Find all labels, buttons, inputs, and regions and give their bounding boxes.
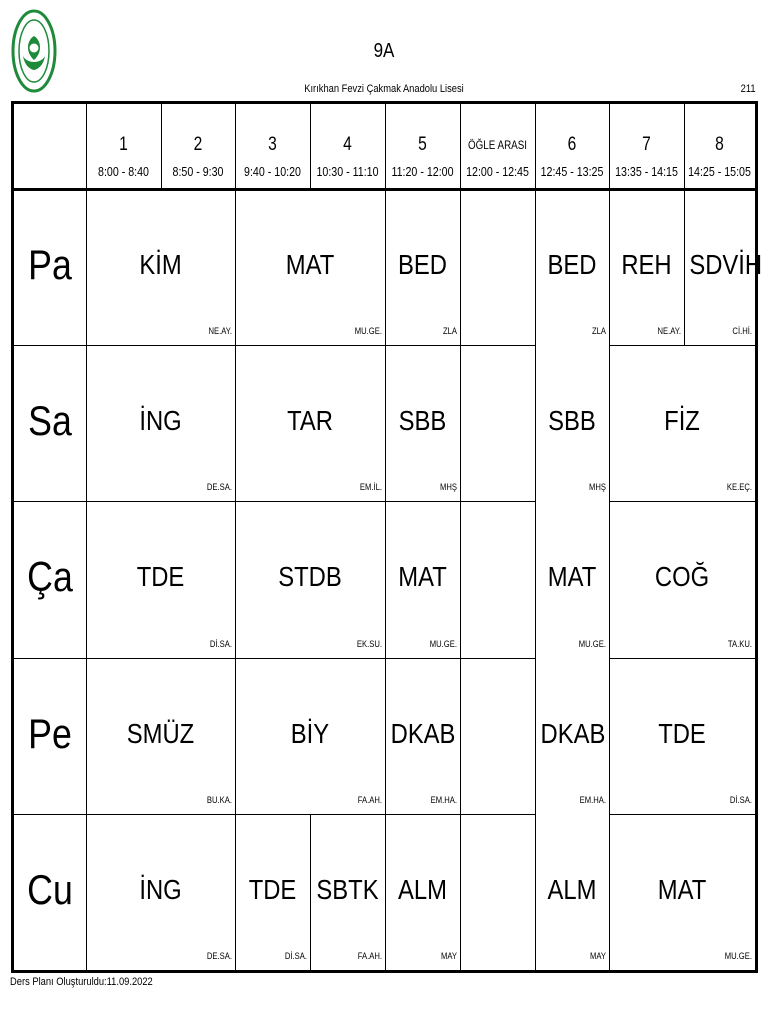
period-time: 11:20 - 12:00 xyxy=(391,164,454,179)
row-divider xyxy=(609,501,755,502)
lesson-subject: SBTK xyxy=(316,874,379,905)
lesson-teacher: MHŞ xyxy=(589,482,606,492)
lesson-teacher: Dİ.SA. xyxy=(729,795,752,805)
period-number: 3 xyxy=(268,134,277,155)
period-number: 5 xyxy=(418,134,427,155)
cell-divider xyxy=(460,501,461,658)
cell-divider xyxy=(460,191,461,345)
lesson-teacher: NE.AY. xyxy=(657,326,681,336)
lesson-teacher: MHŞ xyxy=(440,482,457,492)
row-divider xyxy=(609,658,755,659)
period-time: 12:00 - 12:45 xyxy=(466,164,529,179)
lunch-column-divider xyxy=(535,189,536,970)
lesson-subject: TDE xyxy=(248,874,297,905)
period-number: 4 xyxy=(343,134,352,155)
page-number: 211 xyxy=(741,83,756,95)
lesson-subject: MAT xyxy=(285,249,335,280)
lesson-subject: MAT xyxy=(547,561,597,592)
row-divider xyxy=(609,814,755,815)
lesson-subject: TDE xyxy=(658,718,706,749)
cell-divider xyxy=(609,345,610,501)
lesson-teacher: EM.HA. xyxy=(579,795,606,805)
cell-divider xyxy=(385,501,386,658)
cell-divider xyxy=(460,345,461,501)
cell-divider xyxy=(609,501,610,658)
lesson-subject: SDVİH xyxy=(689,249,763,280)
lesson-teacher: Dİ.SA. xyxy=(284,951,307,961)
cell-divider xyxy=(235,658,236,814)
period-number: 2 xyxy=(193,134,203,155)
period-time: 10:30 - 11:10 xyxy=(316,164,379,179)
period-number: 7 xyxy=(642,134,651,155)
timetable-grid xyxy=(11,101,763,973)
lesson-subject: STDB xyxy=(278,561,342,592)
lesson-teacher: ZLA xyxy=(591,326,606,336)
school-logo xyxy=(11,8,57,94)
lesson-subject: BED xyxy=(547,249,597,280)
cell-divider xyxy=(385,658,386,814)
row-divider xyxy=(14,658,535,659)
school-name: Kırıkhan Fevzi Çakmak Anadolu Lisesi xyxy=(304,83,464,95)
lesson-teacher: DE.SA. xyxy=(206,482,232,492)
lesson-teacher: ZLA xyxy=(442,326,457,336)
lesson-teacher: FA.AH. xyxy=(357,795,382,805)
row-divider xyxy=(14,501,535,502)
lesson-teacher: Cİ.Hİ. xyxy=(732,326,752,336)
lesson-subject: SBB xyxy=(398,405,447,436)
period-time: 13:35 - 14:15 xyxy=(615,164,678,179)
lesson-teacher: EK.SU. xyxy=(356,639,382,649)
period-number: 8 xyxy=(715,134,724,155)
lesson-subject: SMÜZ xyxy=(126,718,195,749)
period-number: 6 xyxy=(567,134,577,155)
cell-divider xyxy=(310,814,311,970)
day-name: Sa xyxy=(28,397,72,444)
footer-created-date: Ders Planı Oluşturuldu:11.09.2022 xyxy=(10,976,153,988)
lesson-subject: DKAB xyxy=(390,718,456,749)
class-title: 9A xyxy=(373,40,395,62)
lesson-subject: COĞ xyxy=(654,561,710,592)
lesson-teacher: NE.AY. xyxy=(208,326,232,336)
lesson-subject: DKAB xyxy=(540,718,606,749)
lesson-subject: ALM xyxy=(398,874,447,905)
cell-divider xyxy=(235,345,236,501)
cell-divider xyxy=(609,191,610,345)
lesson-subject: İNG xyxy=(139,405,182,436)
cell-divider xyxy=(235,814,236,970)
cell-divider xyxy=(385,814,386,970)
lesson-subject: REH xyxy=(621,249,672,280)
lesson-subject: İNG xyxy=(139,874,182,905)
period-time: 9:40 - 10:20 xyxy=(244,164,301,179)
lesson-subject: BED xyxy=(398,249,447,280)
day-name: Ça xyxy=(27,553,73,600)
lesson-subject: TDE xyxy=(136,561,185,592)
day-column-divider xyxy=(86,189,87,970)
cell-divider xyxy=(609,814,610,970)
period-time: 8:00 - 8:40 xyxy=(98,164,149,179)
day-name: Cu xyxy=(27,866,73,913)
lesson-teacher: TA.KU. xyxy=(727,639,752,649)
break-label: ÖĞLE ARASI xyxy=(467,138,528,152)
period-time: 8:50 - 9:30 xyxy=(172,164,224,179)
cell-divider xyxy=(609,658,610,814)
cell-divider xyxy=(460,658,461,814)
lesson-subject: MAT xyxy=(398,561,447,592)
lesson-subject: FİZ xyxy=(664,405,700,436)
lesson-teacher: MU.GE. xyxy=(578,639,606,649)
period-time: 12:45 - 13:25 xyxy=(540,164,604,179)
cell-divider xyxy=(385,191,386,345)
row-divider xyxy=(14,814,535,815)
lesson-teacher: MAY xyxy=(440,951,457,961)
row-divider xyxy=(609,345,755,346)
day-name: Pa xyxy=(28,241,72,288)
period-time: 14:25 - 15:05 xyxy=(688,164,751,179)
lesson-teacher: MAY xyxy=(589,951,606,961)
lesson-subject: ALM xyxy=(547,874,597,905)
period-number: 1 xyxy=(119,134,128,155)
lesson-subject: BİY xyxy=(290,718,330,749)
lesson-subject: KİM xyxy=(139,249,182,280)
lesson-teacher: MU.GE. xyxy=(429,639,457,649)
lesson-teacher: Dİ.SA. xyxy=(209,639,232,649)
lesson-teacher: FA.AH. xyxy=(357,951,382,961)
lesson-teacher: MU.GE. xyxy=(724,951,752,961)
lesson-teacher: EM.HA. xyxy=(430,795,457,805)
cell-divider xyxy=(460,814,461,970)
row-divider xyxy=(14,345,535,346)
lesson-teacher: EM.İL. xyxy=(359,482,382,492)
day-name: Pe xyxy=(28,710,72,757)
lesson-teacher: DE.SA. xyxy=(206,951,232,961)
cell-divider xyxy=(684,191,685,345)
cell-divider xyxy=(235,501,236,658)
lesson-teacher: KE.EÇ. xyxy=(726,482,752,492)
lesson-teacher: MU.GE. xyxy=(354,326,382,336)
lesson-subject: TAR xyxy=(287,405,333,436)
cell-divider xyxy=(385,345,386,501)
lesson-subject: SBB xyxy=(548,405,596,436)
cell-divider xyxy=(235,191,236,345)
lesson-subject: MAT xyxy=(657,874,707,905)
lesson-teacher: BU.KA. xyxy=(206,795,232,805)
